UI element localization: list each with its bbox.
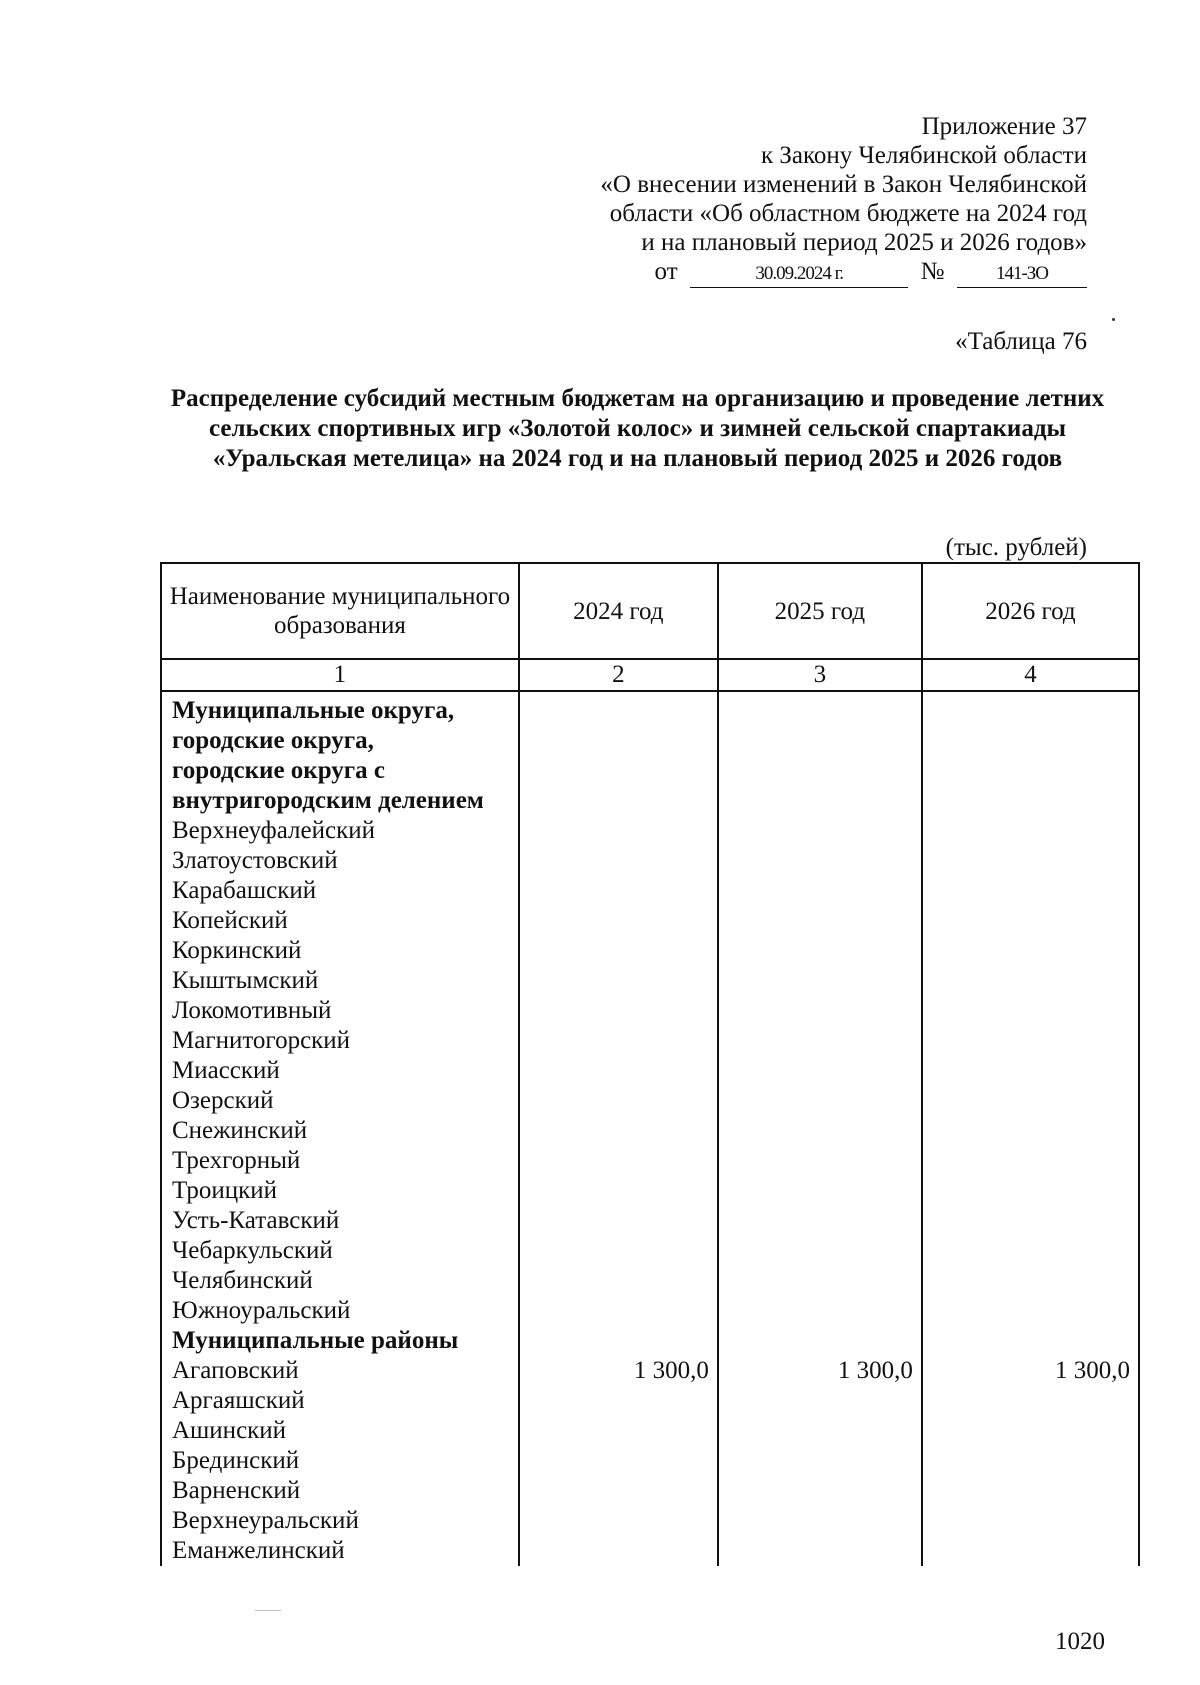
municipality-name: Снежинский xyxy=(161,1116,519,1146)
law-date: 30.09.2024 г. xyxy=(690,261,908,288)
appendix-law-title-2: области «Об областном бюджете на 2024 год xyxy=(609,200,1087,227)
value-2026 xyxy=(922,1416,1139,1446)
value-2025 xyxy=(718,1386,922,1416)
value-2024 xyxy=(519,756,718,786)
value-2025 xyxy=(718,1446,922,1476)
value-2025 xyxy=(718,936,922,966)
value-2024 xyxy=(519,786,718,816)
value-2024 xyxy=(519,691,718,726)
stray-mark xyxy=(1112,318,1115,321)
column-number: 3 xyxy=(718,659,922,691)
municipality-name: Муниципальные районы xyxy=(161,1326,519,1356)
value-2025 xyxy=(718,1056,922,1086)
value-2024 xyxy=(519,1206,718,1236)
value-2025 xyxy=(718,726,922,756)
value-2026 xyxy=(922,876,1139,906)
table-row xyxy=(161,1146,1139,1176)
value-2024 xyxy=(519,1026,718,1056)
value-2026 xyxy=(922,1146,1139,1176)
value-2025 xyxy=(718,786,922,816)
table-row xyxy=(161,1506,1139,1536)
value-2026 xyxy=(922,1056,1139,1086)
value-2026 xyxy=(922,1536,1139,1566)
page-number: 1020 xyxy=(1055,1628,1105,1655)
value-2026 xyxy=(922,1236,1139,1266)
table-row xyxy=(161,846,1139,876)
value-2024 xyxy=(519,906,718,936)
value-2026 xyxy=(922,1176,1139,1206)
table-row xyxy=(161,906,1139,936)
header-2024: 2024 год xyxy=(519,563,718,659)
table-label: «Таблица 76 xyxy=(955,328,1087,355)
table-row xyxy=(161,816,1139,846)
header-2026: 2026 год xyxy=(922,563,1139,659)
stray-mark xyxy=(255,1610,281,1611)
table-row xyxy=(161,1536,1139,1566)
value-2026: 1 300,0 xyxy=(922,1356,1139,1386)
law-date-line xyxy=(600,257,1087,288)
municipality-name: Верхнеуфалейский xyxy=(161,816,519,846)
value-2024 xyxy=(519,1266,718,1296)
value-2024 xyxy=(519,1086,718,1116)
value-2026 xyxy=(922,1446,1139,1476)
value-2025 xyxy=(718,1146,922,1176)
value-2024 xyxy=(519,1386,718,1416)
value-2024 xyxy=(519,1446,718,1476)
value-2025 xyxy=(718,1416,922,1446)
value-2025 xyxy=(718,996,922,1026)
municipality-name: Южноуральский xyxy=(161,1296,519,1326)
municipality-name: Усть-Катавский xyxy=(161,1206,519,1236)
table-row xyxy=(161,1296,1139,1326)
municipality-name: Коркинский xyxy=(161,936,519,966)
value-2025 xyxy=(718,966,922,996)
value-2025 xyxy=(718,1176,922,1206)
table-row xyxy=(161,1236,1139,1266)
table-row xyxy=(161,996,1139,1026)
value-2026 xyxy=(922,816,1139,846)
value-2025 xyxy=(718,1086,922,1116)
value-2024 xyxy=(519,1176,718,1206)
value-2025 xyxy=(718,1506,922,1536)
municipality-name: Варненский xyxy=(161,1476,519,1506)
appendix-number: Приложение 37 xyxy=(921,113,1087,140)
value-2025 xyxy=(718,1026,922,1056)
municipality-name: Еманжелинский xyxy=(161,1536,519,1566)
column-number: 2 xyxy=(519,659,718,691)
value-2024 xyxy=(519,966,718,996)
municipality-name: Трехгорный xyxy=(161,1146,519,1176)
value-2024 xyxy=(519,726,718,756)
municipality-name: Магнитогорский xyxy=(161,1026,519,1056)
value-2025 xyxy=(718,846,922,876)
value-2026 xyxy=(922,1296,1139,1326)
municipality-name: Копейский xyxy=(161,906,519,936)
value-2026 xyxy=(922,1206,1139,1236)
value-2025 xyxy=(718,691,922,726)
municipality-name: Озерский xyxy=(161,1086,519,1116)
value-2026 xyxy=(922,1266,1139,1296)
value-2025 xyxy=(718,756,922,786)
section-heading-row xyxy=(161,1326,1139,1356)
value-2024 xyxy=(519,1536,718,1566)
section-heading-row xyxy=(161,691,1139,726)
value-2026 xyxy=(922,936,1139,966)
table-row xyxy=(161,1176,1139,1206)
value-2026 xyxy=(922,1326,1139,1356)
header-2025: 2025 год xyxy=(718,563,922,659)
section-heading-row xyxy=(161,756,1139,786)
table-row xyxy=(161,936,1139,966)
value-2026 xyxy=(922,726,1139,756)
section-heading-row xyxy=(161,786,1139,816)
table-row xyxy=(161,876,1139,906)
value-2026 xyxy=(922,756,1139,786)
value-2025 xyxy=(718,1266,922,1296)
value-2024 xyxy=(519,1476,718,1506)
value-2026 xyxy=(922,1086,1139,1116)
value-2025: 1 300,0 xyxy=(718,1356,922,1386)
value-2026 xyxy=(922,996,1139,1026)
table-row xyxy=(161,1386,1139,1416)
value-2026 xyxy=(922,1506,1139,1536)
municipality-name: Миасский xyxy=(161,1056,519,1086)
appendix-law-title-1: «О внесении изменений в Закон Челябинской xyxy=(600,171,1087,198)
value-2026 xyxy=(922,966,1139,996)
header-municipality: Наименование муниципального образования xyxy=(161,563,519,659)
value-2025 xyxy=(718,1476,922,1506)
value-2026 xyxy=(922,1476,1139,1506)
value-2026 xyxy=(922,1026,1139,1056)
municipality-name: Кыштымский xyxy=(161,966,519,996)
municipality-name: внутригородским делением xyxy=(161,786,519,816)
value-2025 xyxy=(718,1116,922,1146)
municipality-name: Ашинский xyxy=(161,1416,519,1446)
value-2026 xyxy=(922,1386,1139,1416)
value-2024: 1 300,0 xyxy=(519,1356,718,1386)
units-label: (тыс. рублей) xyxy=(945,534,1087,561)
value-2025 xyxy=(718,1236,922,1266)
municipality-name: городские округа, xyxy=(161,726,519,756)
value-2024 xyxy=(519,1416,718,1446)
table-row xyxy=(161,1116,1139,1146)
municipality-name: Аргаяшский xyxy=(161,1386,519,1416)
table-row xyxy=(161,1446,1139,1476)
value-2024 xyxy=(519,816,718,846)
table-row xyxy=(161,1086,1139,1116)
value-2026 xyxy=(922,691,1139,726)
value-2025 xyxy=(718,1536,922,1566)
column-number: 4 xyxy=(922,659,1139,691)
table-header-row xyxy=(161,563,1139,659)
number-prefix: № xyxy=(920,258,945,285)
value-2025 xyxy=(718,876,922,906)
value-2024 xyxy=(519,1236,718,1266)
value-2024 xyxy=(519,996,718,1026)
value-2024 xyxy=(519,876,718,906)
value-2025 xyxy=(718,906,922,936)
municipality-name: Троицкий xyxy=(161,1176,519,1206)
municipality-name: Карабашский xyxy=(161,876,519,906)
value-2024 xyxy=(519,1506,718,1536)
section-heading-row xyxy=(161,726,1139,756)
appendix-law-title-3: и на плановый период 2025 и 2026 годов» xyxy=(641,229,1087,256)
municipality-name: Челябинский xyxy=(161,1266,519,1296)
value-2025 xyxy=(718,816,922,846)
municipality-name: городские округа с xyxy=(161,756,519,786)
table-row xyxy=(161,966,1139,996)
table-row xyxy=(161,1416,1139,1446)
value-2024 xyxy=(519,846,718,876)
value-2025 xyxy=(718,1326,922,1356)
table-row xyxy=(161,1476,1139,1506)
municipality-name: Муниципальные округа, xyxy=(161,691,519,726)
municipality-name: Локомотивный xyxy=(161,996,519,1026)
table-row xyxy=(161,1056,1139,1086)
value-2024 xyxy=(519,1116,718,1146)
table-row xyxy=(161,1026,1139,1056)
value-2024 xyxy=(519,1296,718,1326)
value-2025 xyxy=(718,1296,922,1326)
municipality-name: Агаповский xyxy=(161,1356,519,1386)
value-2025 xyxy=(718,1206,922,1236)
appendix-header xyxy=(600,112,1087,288)
appendix-law-ref: к Закону Челябинской области xyxy=(761,142,1087,169)
column-number: 1 xyxy=(161,659,519,691)
table-row xyxy=(161,1206,1139,1236)
municipality-name: Брединский xyxy=(161,1446,519,1476)
value-2024 xyxy=(519,1326,718,1356)
law-number: 141-ЗО xyxy=(957,261,1087,288)
value-2026 xyxy=(922,786,1139,816)
value-2026 xyxy=(922,846,1139,876)
document-title: Распределение субсидий местным бюджетам на организацию и проведение летних сельских спортивных игр «Золотой колос» и зимней сельской спартакиады «Уральская метелица» на 2024 год и на плановый период 2025 и 2026 годов xyxy=(170,385,1105,472)
value-2024 xyxy=(519,936,718,966)
municipality-name: Чебаркульский xyxy=(161,1236,519,1266)
table-row xyxy=(161,1356,1139,1386)
table-row xyxy=(161,1266,1139,1296)
value-2026 xyxy=(922,1116,1139,1146)
value-2024 xyxy=(519,1056,718,1086)
value-2026 xyxy=(922,906,1139,936)
table-body xyxy=(161,691,1139,1566)
value-2024 xyxy=(519,1146,718,1176)
column-number-row xyxy=(161,659,1139,691)
municipality-name: Златоустовский xyxy=(161,846,519,876)
date-prefix: от xyxy=(654,258,678,285)
municipality-name: Верхнеуральский xyxy=(161,1506,519,1536)
subsidy-table xyxy=(160,562,1140,1566)
